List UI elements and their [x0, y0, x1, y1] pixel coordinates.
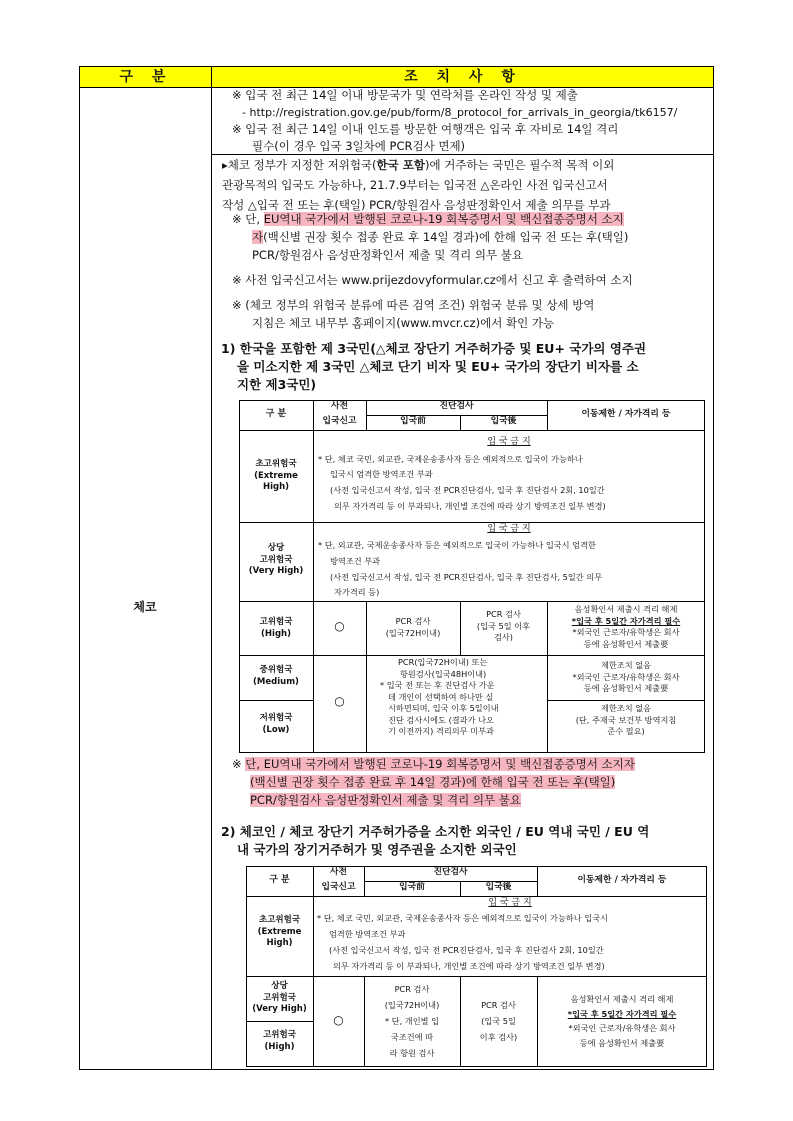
t1-row-line [239, 430, 705, 431]
country-label: 체코 [133, 600, 157, 614]
t1-high-label: 고위험국 (High) [259, 617, 293, 639]
t1-hdr-prereport-2: 입국신고 [322, 416, 357, 426]
top-note-1: ※ 입국 전 최근 14일 이내 방문국가 및 연락처를 온라인 작성 및 제출 [232, 88, 578, 102]
header-measures: 조 치 사 항 [404, 69, 522, 85]
t1-low-restriction: 제한조치 없음 (단, 주재국 보건부 방역지침 준수 필요) [575, 703, 677, 736]
intro-line-2: 관광목적의 입국도 가능하나, 21.7.9부터는 입국전 △온라인 사전 입국신고서 [222, 178, 608, 192]
top-note-link: - http://registration.gov.ge/pub/form/8_protocol_for_arrivals_in_georgia/tk6157/ [242, 106, 678, 119]
t1-veryhigh-line-1: * 단, 외교관, 국제운송종사자 등은 예외적으로 입국이 가능하나 입국시 엄격한 [318, 540, 596, 550]
top-note-3: 필수(이 경우 입국 3일차에 PCR검사 면제) [252, 139, 466, 153]
t1-low-label: 저위험국 (Low) [259, 713, 293, 735]
t1-hdr-category: 구 분 [265, 409, 287, 419]
t1-row-line [239, 601, 705, 602]
t2-hdr-prereport-1: 사전 [330, 867, 347, 877]
t1-hdr-restriction: 이동제한 / 자가격리 등 [581, 409, 671, 419]
t1-high-after: PCR 검사 (입국 5일 이후 검사) [476, 609, 531, 642]
t2-restriction: 음성확인서 제출시 격리 해제 *입국 후 5일간 자가격리 필수 *외국인 근로자/유학생은 회사 등에 음성확인서 제출要 [567, 994, 677, 1048]
note4-line-3: PCR/항원검사 음성판정확인서 제출 및 격리 의무 불요 [250, 793, 521, 807]
t1-medium-restriction: 제한조치 없음 *외국인 근로자/유학생은 회사 등에 음성확인서 제출要 [572, 660, 680, 693]
t2-before: PCR 검사 (입국72H이내) * 단, 개인별 입 국조건에 따 라 항원 검사 [384, 984, 440, 1058]
section1-line-3: 지한 제3국민) [237, 377, 317, 392]
t1-extreme-line-2: 입국시 엄격한 방역조건 부과 [330, 469, 433, 479]
t2-hdr-restriction: 이동제한 / 자가격리 등 [577, 875, 667, 885]
t2-after: PCR 검사 (입국 5일 이후 검사) [479, 1000, 518, 1042]
t1-veryhigh-line-4: 자가격리 등) [334, 587, 380, 597]
t2-prereport: ○ [333, 1013, 344, 1027]
t1-hdr-before: 입국前 [400, 416, 426, 426]
t2-extreme-line-4: 의무 자가격리 등 이 부과되나, 개인별 조건에 따라 상기 방역조건 일부 변경) [333, 961, 605, 971]
t1-extreme-line-1: * 단, 체코 국민, 외교관, 국제운송종사자 등은 예외적으로 입국이 가능하나 [318, 454, 583, 464]
t1-hdr-test: 진단검사 [439, 401, 474, 411]
column-divider [211, 66, 212, 1070]
t1-row-line [547, 700, 705, 701]
t1-ml-prereport: ○ [334, 694, 345, 708]
t2-row-line [246, 1021, 313, 1022]
t2-row-line [246, 976, 707, 977]
section1-line-1: 1) 한국을 포함한 제 3국민(△체코 장단기 거주허가증 및 EU+ 국가의 영주권 [221, 341, 647, 356]
t1-veryhigh-line-3: (사전 입국신고서 작성, 입국 전 PCR진단검사, 입국 후 진단검사, 5일간 의무 [330, 572, 603, 582]
t1-row-line [239, 655, 705, 656]
note2: ※ 사전 입국신고서는 www.prijezdovyformular.cz에서 신고 후 출력하여 소지 [232, 273, 633, 287]
t2-hdr-before: 입국前 [399, 882, 425, 892]
t1-ml-test: PCR(입국72H이내) 또는 항원검사(입국48H이내) * 입국 전 또는 후 진단검사 가운 데 개인이 선택하여 하나만 실 시하면되며, 입국 이후 5일이내 진단 검사시에도 (결과가 나오 기 이전까지) 격리의무 미부과 [380, 657, 499, 736]
t2-hdr-test: 진단검사 [433, 867, 468, 877]
top-note-2: ※ 입국 전 최근 14일 이내 인도를 방문한 여행객은 입국 후 자비로 14일 격리 [232, 122, 619, 136]
section2-line-1: 2) 체코인 / 체코 장단기 거주허가증을 소지한 외국인 / EU 역내 국민 / EU 역 [221, 824, 650, 839]
t2-high-label: 고위험국 (High) [263, 1030, 296, 1052]
t1-medium-label: 중위험국 (Medium) [253, 665, 299, 687]
intro-line-1: ▸체코 정부가 지정한 저위험국(한국 포함)에 거주하는 국민은 필수적 목적 이외 [222, 158, 615, 172]
note1-line-1: ※ 단, EU역내 국가에서 발행된 코로나-19 회복증명서 및 백신접종증명서 소지 [232, 212, 624, 226]
note3-line-2: 지침은 체코 내무부 홈페이지(www.mvcr.cz)에서 확인 가능 [252, 316, 555, 330]
t1-veryhigh-line-2: 방역조건 부과 [330, 556, 381, 566]
t1-hdr-prereport-1: 사전 [331, 401, 348, 411]
t2-extreme-line-2: 엄격한 방역조건 부과 [329, 929, 406, 939]
t2-hdr-category: 구 분 [269, 875, 290, 885]
t1-extreme-title: 입 국 금 지 [487, 437, 531, 447]
header-category: 구 분 [119, 69, 173, 85]
t1-extreme-line-3: (사전 입국신고서 작성, 입국 전 PCR진단검사, 입국 후 진단검사 2회, 10일간 [330, 485, 605, 495]
note4-line-1: ※ 단, EU역내 국가에서 발행된 코로나-19 회복증명서 및 백신접종증명서 소지자 [232, 757, 635, 771]
t2-extreme-label: 초고위험국 (Extreme High) [257, 915, 302, 948]
intro-line-3: 작성 △입국 전 또는 후(택일) PCR/항원검사 음성판정확인서 제출 의무를 부과 [222, 198, 611, 212]
t1-high-before: PCR 검사 (입국72H이내) [385, 616, 441, 638]
t2-hdr-after: 입국後 [485, 882, 512, 892]
t1-high-restriction: 음성확인서 제출시 격리 해제 *입국 후 5일간 자가격리 필수 *외국인 근로자/유학생은 회사 등에 음성확인서 제출要 [571, 604, 681, 649]
section2-line-2: 내 국가의 장기거주허가 및 영주권을 소지한 외국인 [237, 842, 517, 857]
t1-high-prereport: ○ [334, 619, 345, 633]
t1-row-line [239, 700, 313, 701]
section1-line-2: 을 미소지한 제 3국민 △체코 단기 비자 및 EU+ 국가의 장단기 비자를 소 [237, 359, 639, 374]
note1-line-2: 자(백신별 권장 횟수 접종 완료 후 14일 경과)에 한해 입국 전 또는 후(택일) [252, 230, 629, 244]
note4-line-2: (백신별 권장 횟수 접종 완료 후 14일 경과)에 한해 입국 전 또는 후(택일) [250, 775, 616, 789]
t1-extreme-line-4: 의무 자가격리 등 이 부과되나, 개인별 조건에 따라 상기 방역조건 일부 변경) [334, 501, 606, 511]
t2-extreme-line-1: * 단, 체코 국민, 외교관, 국제운송종사자 등은 예외적으로 입국이 가능하나 입국시 [317, 913, 609, 923]
t2-row-line [246, 896, 707, 897]
note3-line-1: ※ (체코 정부의 위험국 분류에 따른 검역 조건) 위험국 분류 및 상세 방역 [232, 298, 595, 312]
t2-veryhigh-label: 상당 고위험국 (Very High) [252, 981, 307, 1014]
t1-row-line [239, 522, 705, 523]
t2-hdr-prereport-2: 입국신고 [321, 882, 356, 892]
table-header [80, 67, 713, 88]
t1-extreme-label: 초고위험국 (Extreme High) [254, 459, 298, 492]
t1-veryhigh-label: 상당 고위험국 (Very High) [248, 543, 304, 576]
note1-line-3: PCR/항원검사 음성판정확인서 제출 및 격리 의무 불요 [252, 248, 523, 262]
t1-veryhigh-title: 입 국 금 지 [487, 524, 531, 534]
t1-hdr-after: 입국後 [490, 416, 517, 426]
t2-extreme-title: 입 국 금 지 [488, 898, 532, 908]
t2-extreme-line-3: (사전 입국신고서 작성, 입국 전 PCR진단검사, 입국 후 진단검사 2회, 10일간 [329, 945, 604, 955]
